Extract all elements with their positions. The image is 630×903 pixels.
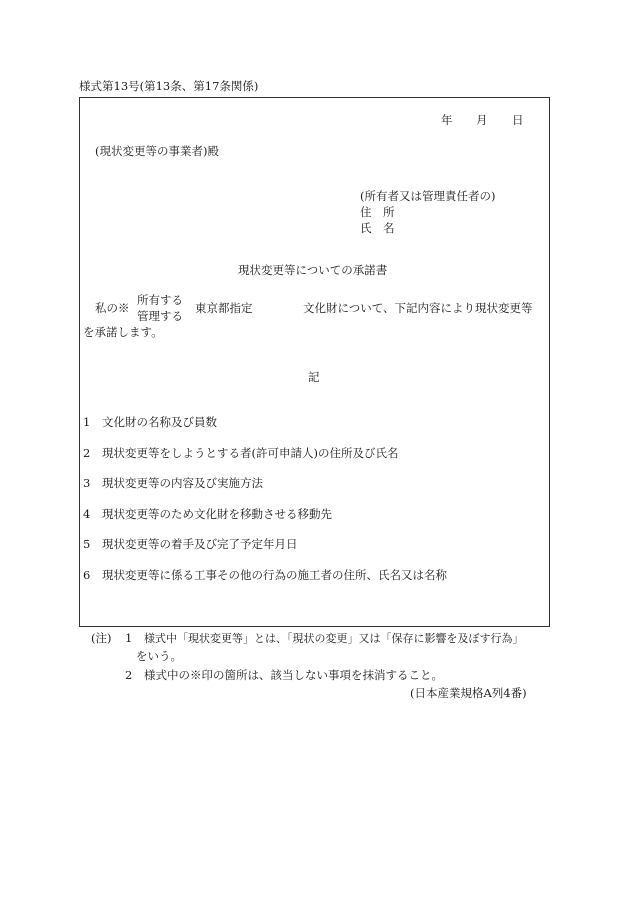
body-prefix: 私の※ <box>95 301 130 315</box>
item-text: 現状変更等の着手及び完了予定年月日 <box>102 537 298 551</box>
ki-heading: 記 <box>308 370 320 384</box>
item-number: 4 <box>83 507 91 521</box>
form-number: 様式第13号(第13条、第17条関係) <box>79 79 259 93</box>
paper-size-footer: (日本産業規格A列4番) <box>410 686 527 700</box>
note-1-number: 1 <box>125 631 133 645</box>
designation: 東京都指定 <box>195 301 253 315</box>
list-item <box>83 539 298 551</box>
owner-name-label: 氏 名 <box>360 221 395 235</box>
owner-address-label: 住 所 <box>360 205 395 219</box>
option-manage: 管理する <box>137 309 183 323</box>
item-number: 2 <box>83 446 91 460</box>
note-1-text: 様式中「現状変更等」とは、「現状の変更」又は「保存に影響を及ぼす行為」 <box>144 632 524 645</box>
item-text: 現状変更等をしようとする者(許可申請人)の住所及び氏名 <box>102 446 399 460</box>
list-item <box>83 570 447 582</box>
owner-label: (所有者又は管理責任者の) <box>360 189 496 203</box>
item-number: 3 <box>83 476 91 490</box>
document-title: 現状変更等についての承諾書 <box>238 263 388 277</box>
list-item <box>83 478 263 490</box>
item-text: 現状変更等の内容及び実施方法 <box>102 476 263 490</box>
body-continuation: 文化財について、下記内容により現状変更等 <box>303 301 533 315</box>
item-number: 1 <box>83 415 91 429</box>
item-text: 現状変更等に係る工事その他の行為の施工者の住所、氏名又は名称 <box>102 568 447 582</box>
notes-label: (注) <box>91 631 112 645</box>
date-month: 月 <box>476 113 488 127</box>
option-own: 所有する <box>137 293 183 307</box>
list-item <box>83 509 332 521</box>
note-2-number: 2 <box>125 668 133 682</box>
item-number: 6 <box>83 568 91 582</box>
list-item <box>83 448 398 460</box>
item-text: 文化財の名称及び員数 <box>102 415 217 429</box>
addressee: (現状変更等の事業者)殿 <box>95 144 219 158</box>
item-text: 現状変更等のため文化財を移動させる移動先 <box>102 507 332 521</box>
list-item <box>83 417 217 429</box>
item-number: 5 <box>83 537 91 551</box>
date-year: 年 <box>441 113 453 127</box>
note-2-text: 様式中の※印の箇所は、該当しない事項を抹消すること。 <box>144 668 443 682</box>
body-line2: を承諾します。 <box>83 325 163 339</box>
note-1-continuation: をいう。 <box>136 649 182 663</box>
date-day: 日 <box>512 113 524 127</box>
